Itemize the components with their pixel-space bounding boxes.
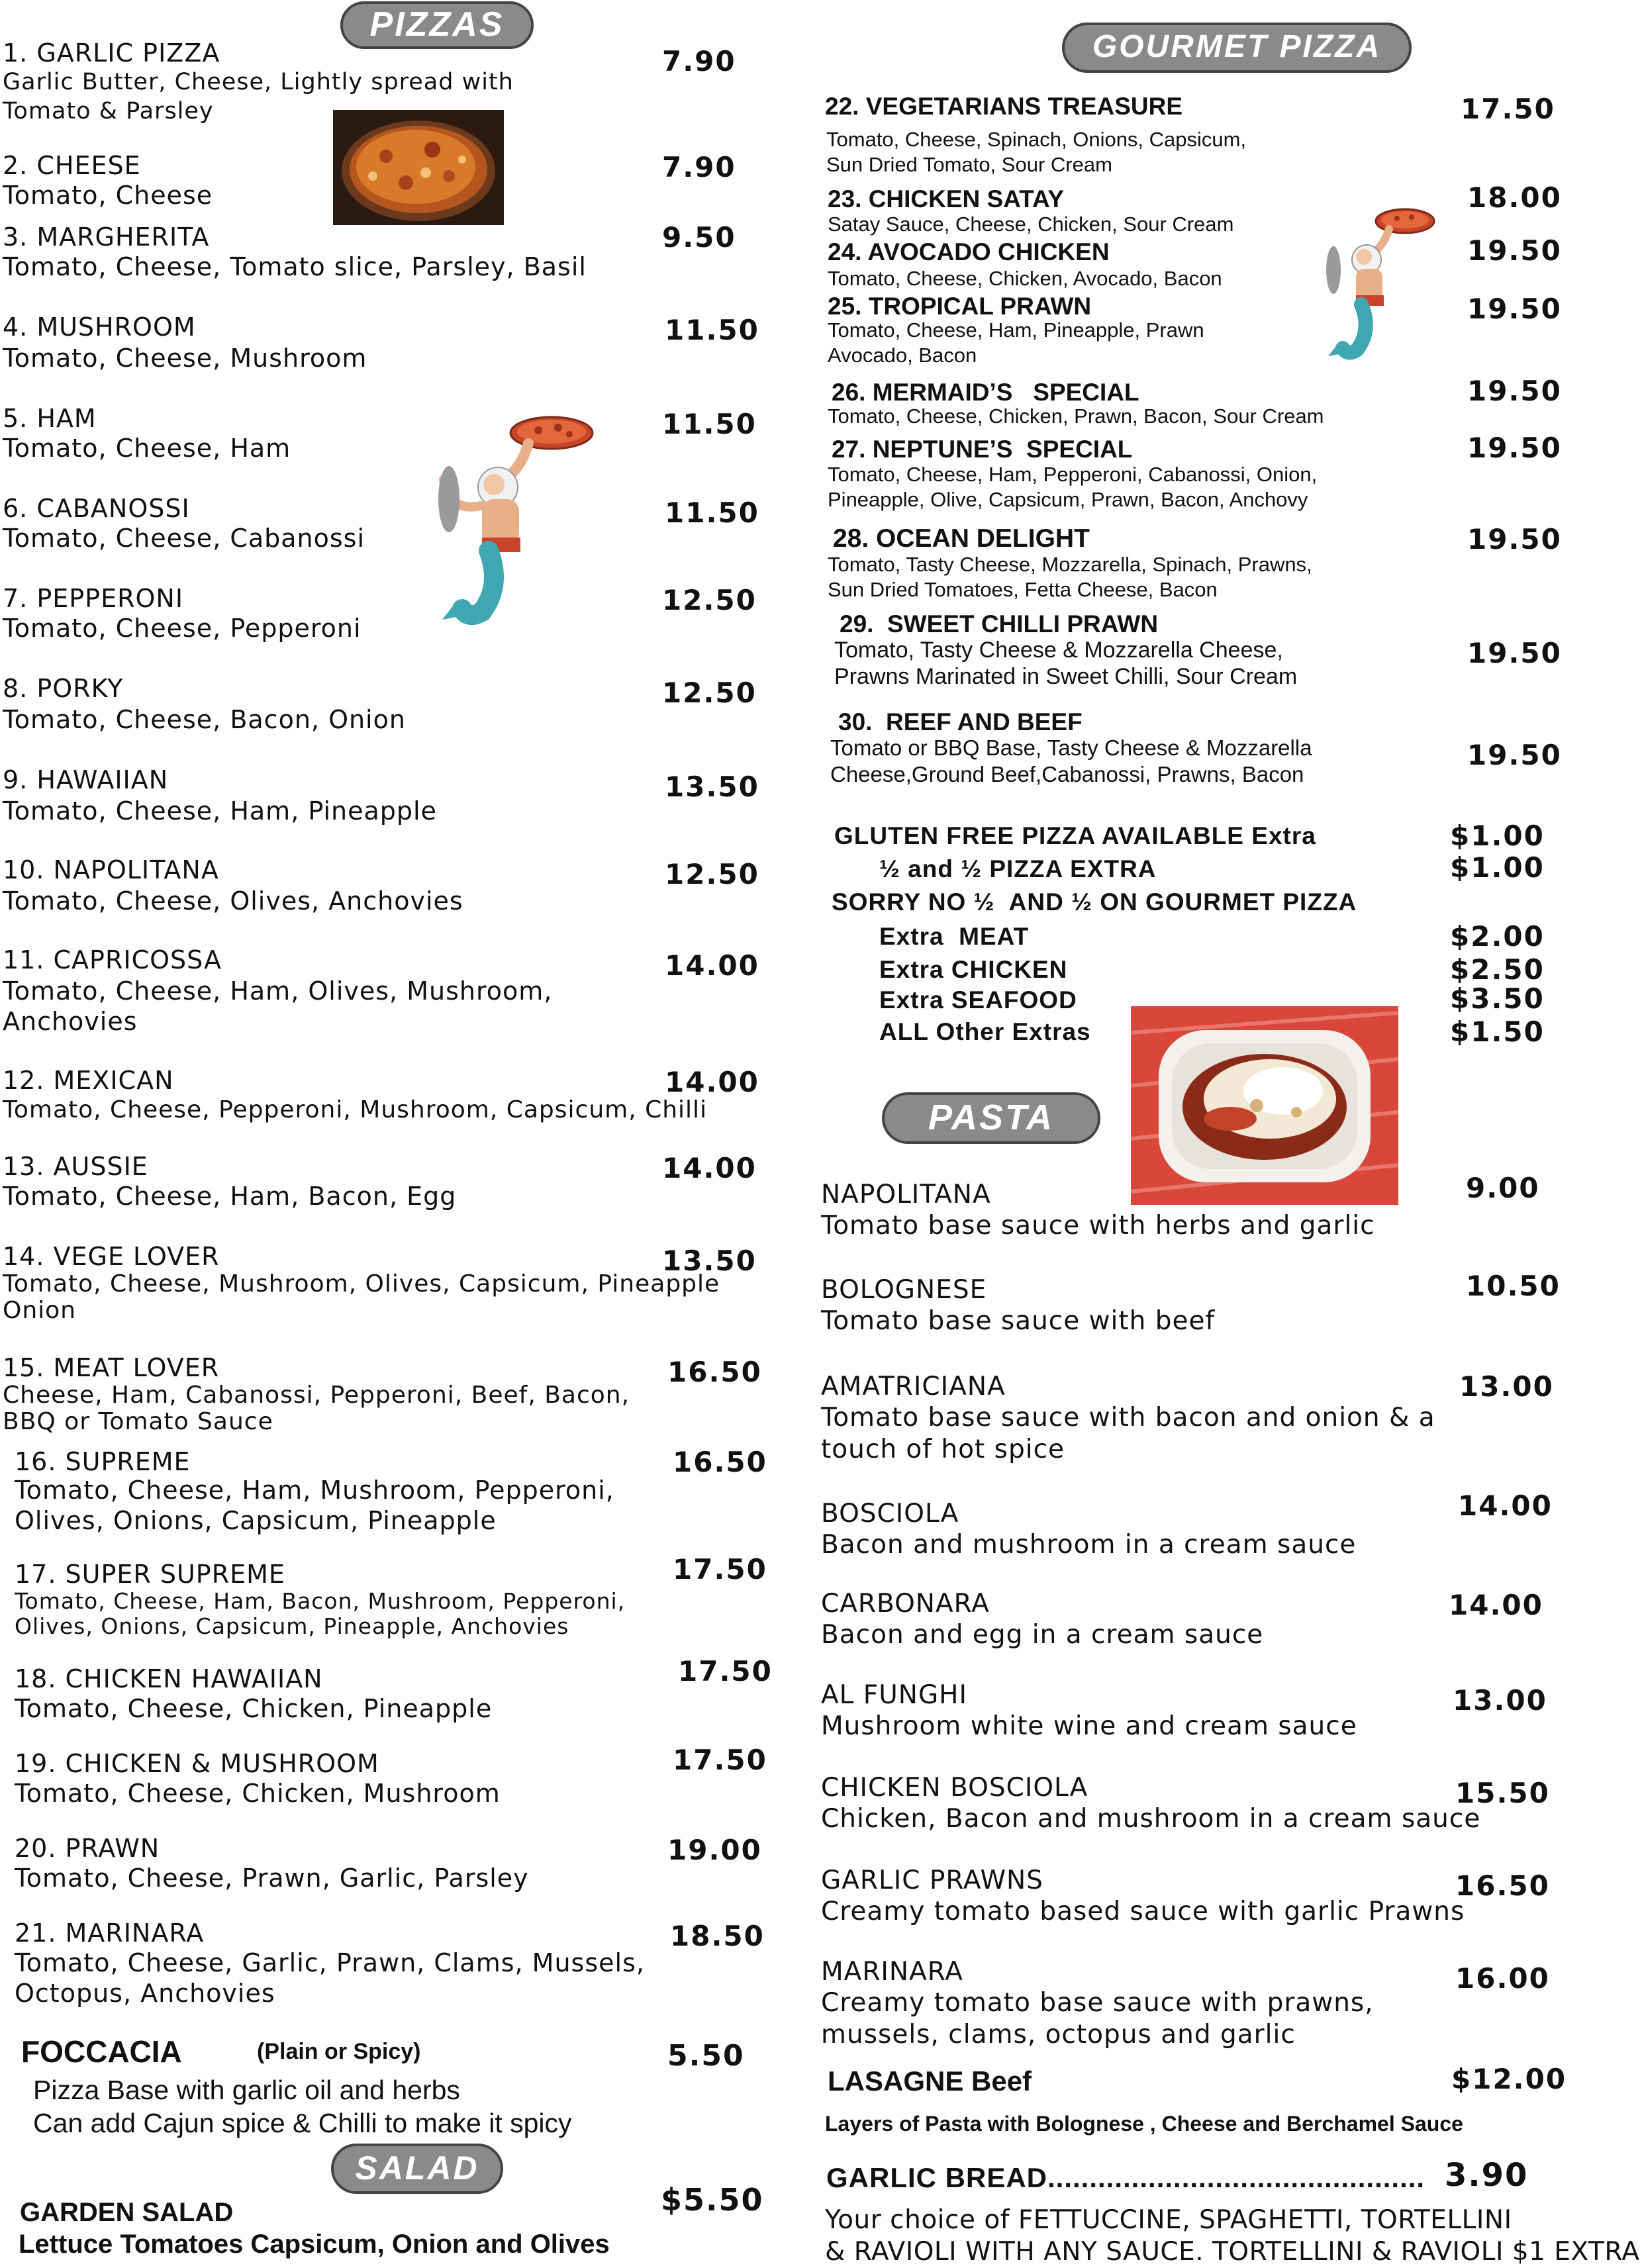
- pizza-4-price: 11.50: [665, 314, 759, 346]
- pasta-al-funghi-name: AL FUNGHI: [821, 1680, 968, 1710]
- extra-meat-label: Extra MEAT: [879, 923, 1030, 950]
- garlic-bread-title: GARLIC BREAD.............................................: [826, 2162, 1425, 2193]
- pasta-amatriciana-desc: Tomato base sauce with bacon and onion & a touch of hot spice: [821, 1403, 1435, 1464]
- extra-no-half-gourmet-label: SORRY NO ½ AND ½ ON GOURMET PIZZA: [832, 888, 1357, 916]
- gourmet-24-name: 24. AVOCADO CHICKEN: [828, 238, 1110, 265]
- extra-chicken-label: Extra CHICKEN: [879, 956, 1068, 983]
- pizza-2-name: 2. CHEESE: [3, 151, 141, 180]
- garden-salad-desc: Lettuce Tomatoes Capsicum, Onion and Olives: [19, 2230, 610, 2259]
- pizza-13-desc: Tomato, Cheese, Ham, Bacon, Egg: [3, 1182, 457, 1211]
- pizza-5-desc: Tomato, Cheese, Ham: [3, 434, 291, 463]
- gourmet-27-name: 27. NEPTUNE’S SPECIAL: [832, 436, 1133, 463]
- extra-half-half-label: ½ and ½ PIZZA EXTRA: [879, 855, 1157, 882]
- pizza-18-price: 17.50: [678, 1655, 773, 1687]
- pizza-4-desc: Tomato, Cheese, Mushroom: [3, 344, 367, 373]
- pizza-21-price: 18.50: [670, 1920, 765, 1952]
- pizza-11-desc: Tomato, Cheese, Ham, Olives, Mushroom, Anchovies: [3, 976, 553, 1036]
- foccacia-note: (Plain or Spicy): [257, 2039, 421, 2064]
- lasagne-price: $12.00: [1451, 2063, 1567, 2095]
- gourmet-22-name: 22. VEGETARIANS TREASURE: [825, 93, 1183, 120]
- pizza-12-desc: Tomato, Cheese, Pepperoni, Mushroom, Capsicum, Chilli: [3, 1096, 708, 1123]
- gourmet-23-price: 18.00: [1467, 181, 1562, 214]
- gourmet-25-price: 19.50: [1467, 293, 1562, 325]
- pasta-napolitana-price: 9.00: [1466, 1172, 1540, 1204]
- pizza-9-desc: Tomato, Cheese, Ham, Pineapple: [3, 796, 437, 826]
- pizza-8-price: 12.50: [662, 677, 757, 709]
- gourmet-28-name: 28. OCEAN DELIGHT: [833, 524, 1090, 553]
- pasta-carbonara-price: 14.00: [1449, 1589, 1543, 1621]
- pizza-20-name: 20. PRAWN: [15, 1834, 160, 1863]
- pasta-garlic-prawns-name: GARLIC PRAWNS: [821, 1866, 1043, 1895]
- pizza-9-name: 9. HAWAIIAN: [3, 765, 169, 794]
- extra-gluten-free-label: GLUTEN FREE PIZZA AVAILABLE Extra: [834, 822, 1316, 849]
- lasagne-title: LASAGNE Beef: [828, 2065, 1032, 2097]
- pizza-14-price: 13.50: [662, 1245, 757, 1277]
- pizza-11-name: 11. CAPRICOSSA: [3, 945, 222, 974]
- pizza-1-desc: Garlic Butter, Cheese, Lightly spread with Tomato & Parsley: [3, 69, 514, 124]
- pizza-16-price: 16.50: [673, 1446, 767, 1478]
- pizza-7-price: 12.50: [662, 584, 757, 616]
- gourmet-30-name: 30. REEF AND BEEF: [838, 708, 1083, 735]
- pizza-20-price: 19.00: [667, 1834, 762, 1866]
- gourmet-22-desc: Tomato, Cheese, Spinach, Onions, Capsicum, Sun Dried Tomato, Sour Cream: [826, 128, 1247, 176]
- gourmet-29-price: 19.50: [1467, 637, 1562, 669]
- gourmet-23-name: 23. CHICKEN SATAY: [828, 185, 1065, 213]
- pasta-al-funghi-desc: Mushroom white wine and cream sauce: [821, 1711, 1357, 1741]
- pizza-12-name: 12. MEXICAN: [3, 1066, 174, 1095]
- pizza-3-price: 9.50: [662, 221, 736, 254]
- gourmet-26-desc: Tomato, Cheese, Chicken, Prawn, Bacon, Sour Cream: [828, 404, 1324, 428]
- pasta-amatriciana-name: AMATRICIANA: [821, 1372, 1006, 1401]
- gourmet-26-name: 26. MERMAID’S SPECIAL: [832, 379, 1139, 406]
- pasta-chicken-bosciola-desc: Chicken, Bacon and mushroom in a cream sauce: [821, 1804, 1481, 1834]
- pizza-16-desc: Tomato, Cheese, Ham, Mushroom, Pepperoni, Olives, Onions, Capsicum, Pineapple: [15, 1476, 614, 1535]
- gourmet-30-desc: Tomato or BBQ Base, Tasty Cheese & Mozzarella Cheese,Ground Beef,Cabanossi, Prawns, Bacon: [830, 735, 1312, 786]
- extra-other-price: $1.50: [1450, 1016, 1545, 1048]
- gourmet-27-price: 19.50: [1467, 432, 1562, 464]
- lasagne-desc: Layers of Pasta with Bolognese , Cheese and Berchamel Sauce: [825, 2112, 1463, 2136]
- pasta-bolognese-desc: Tomato base sauce with beef: [821, 1306, 1216, 1336]
- pizza-8-name: 8. PORKY: [3, 674, 124, 703]
- gourmet-25-name: 25. TROPICAL PRAWN: [828, 293, 1092, 320]
- pizza-21-desc: Tomato, Cheese, Garlic, Prawn, Clams, Mussels, Octopus, Anchovies: [15, 1948, 645, 2008]
- gourmet-24-price: 19.50: [1467, 234, 1562, 267]
- extra-half-half-price: $1.00: [1450, 851, 1545, 884]
- gourmet-22-price: 17.50: [1461, 93, 1555, 125]
- pizza-9-price: 13.50: [665, 771, 759, 803]
- pizza-6-desc: Tomato, Cheese, Cabanossi: [3, 524, 365, 553]
- pizza-3-name: 3. MARGHERITA: [3, 222, 210, 252]
- pizzas-header: PIZZAS: [340, 1, 534, 49]
- extra-chicken-price: $2.50: [1450, 953, 1545, 986]
- pasta-garlic-prawns-desc: Creamy tomato based sauce with garlic Prawns: [821, 1897, 1465, 1926]
- pizza-13-price: 14.00: [662, 1152, 757, 1184]
- pasta-header: PASTA: [882, 1092, 1100, 1144]
- pasta-bosciola-price: 14.00: [1458, 1489, 1553, 1522]
- pizza-15-price: 16.50: [667, 1356, 762, 1388]
- pizza-18-name: 18. CHICKEN HAWAIIAN: [15, 1664, 323, 1693]
- pasta-marinara-price: 16.00: [1455, 1962, 1550, 1995]
- pizza-10-name: 10. NAPOLITANA: [3, 855, 219, 884]
- pizza-19-price: 17.50: [673, 1744, 767, 1776]
- pasta-marinara-desc: Creamy tomato base sauce with prawns, mussels, clams, octopus and garlic: [821, 1988, 1374, 2050]
- foccacia-title: FOCCACIA: [21, 2034, 182, 2069]
- gourmet-28-desc: Tomato, Tasty Cheese, Mozzarella, Spinach, Prawns, Sun Dried Tomatoes, Fetta Cheese, Bacon: [828, 553, 1312, 601]
- pasta-marinara-name: MARINARA: [821, 1957, 963, 1987]
- salad-header: SALAD: [331, 2144, 503, 2194]
- gourmet-24-desc: Tomato, Cheese, Chicken, Avocado, Bacon: [828, 267, 1222, 290]
- gourmet-pizza-header: GOURMET PIZZA: [1062, 23, 1412, 73]
- gourmet-26-price: 19.50: [1467, 375, 1562, 407]
- gourmet-29-desc: Tomato, Tasty Cheese & Mozzarella Cheese, Prawns Marinated in Sweet Chilli, Sour Cream: [834, 638, 1298, 689]
- pasta-bosciola-desc: Bacon and mushroom in a cream sauce: [821, 1530, 1357, 1560]
- extra-meat-price: $2.00: [1450, 920, 1545, 953]
- neptune-mascot-small-icon: [1319, 204, 1438, 360]
- neptune-mascot-icon: [429, 413, 599, 625]
- pizza-18-desc: Tomato, Cheese, Chicken, Pineapple: [15, 1694, 493, 1723]
- foccacia-price: 5.50: [667, 2039, 745, 2073]
- gourmet-28-price: 19.50: [1467, 523, 1562, 555]
- garden-salad-price: $5.50: [661, 2182, 764, 2218]
- pizza-15-desc: Cheese, Ham, Cabanossi, Pepperoni, Beef, Bacon, BBQ or Tomato Sauce: [3, 1382, 630, 1435]
- pizza-10-price: 12.50: [665, 858, 759, 890]
- pasta-bolognese-name: BOLOGNESE: [821, 1275, 987, 1305]
- pizza-3-desc: Tomato, Cheese, Tomato slice, Parsley, Basil: [3, 252, 587, 281]
- garlic-bread-price: 3.90: [1445, 2157, 1529, 2194]
- pizza-14-desc: Tomato, Cheese, Mushroom, Olives, Capsicum, Pineapple Onion: [3, 1270, 720, 1324]
- pizza-11-price: 14.00: [665, 949, 759, 982]
- gourmet-29-name: 29. SWEET CHILLI PRAWN: [840, 610, 1159, 638]
- pizza-2-desc: Tomato, Cheese: [3, 181, 213, 210]
- pasta-garlic-prawns-price: 16.50: [1455, 1869, 1550, 1902]
- pizza-1-price: 7.90: [662, 45, 736, 77]
- pasta-napolitana-desc: Tomato base sauce with herbs and garlic: [821, 1211, 1375, 1241]
- pizza-2-price: 7.90: [662, 151, 736, 183]
- pasta-bosciola-name: BOSCIOLA: [821, 1499, 959, 1529]
- pasta-chicken-bosciola-name: CHICKEN BOSCIOLA: [821, 1773, 1088, 1803]
- extra-seafood-price: $3.50: [1450, 982, 1545, 1015]
- pizza-14-name: 14. VEGE LOVER: [3, 1242, 220, 1271]
- pasta-chicken-bosciola-price: 15.50: [1455, 1777, 1550, 1809]
- pasta-carbonara-name: CARBONARA: [821, 1589, 990, 1619]
- pizza-4-name: 4. MUSHROOM: [3, 312, 196, 342]
- pizza-20-desc: Tomato, Cheese, Prawn, Garlic, Parsley: [15, 1864, 529, 1893]
- pasta-amatriciana-price: 13.00: [1459, 1370, 1554, 1403]
- gourmet-27-desc: Tomato, Cheese, Ham, Pepperoni, Cabanossi, Onion, Pineapple, Olive, Capsicum, Prawn, Bacon, Anchovy: [828, 463, 1318, 511]
- pizza-15-name: 15. MEAT LOVER: [3, 1353, 220, 1382]
- pizza-16-name: 16. SUPREME: [15, 1447, 191, 1476]
- pizza-17-name: 17. SUPER SUPREME: [15, 1560, 285, 1589]
- pizza-6-price: 11.50: [665, 496, 759, 529]
- pizza-6-name: 6. CABANOSSI: [3, 494, 190, 523]
- pasta-napolitana-name: NAPOLITANA: [821, 1180, 991, 1209]
- pizza-13-name: 13. AUSSIE: [3, 1152, 148, 1181]
- pizza-7-desc: Tomato, Cheese, Pepperoni: [3, 614, 362, 643]
- pizza-21-name: 21. MARINARA: [15, 1918, 205, 1948]
- gourmet-30-price: 19.50: [1467, 739, 1562, 771]
- pizza-5-name: 5. HAM: [3, 404, 97, 433]
- extra-gluten-free-price: $1.00: [1450, 820, 1545, 852]
- pizza-7-name: 7. PEPPERONI: [3, 584, 184, 613]
- gourmet-25-desc: Tomato, Cheese, Ham, Pineapple, Prawn Avocado, Bacon: [828, 318, 1204, 367]
- extra-other-label: ALL Other Extras: [879, 1018, 1091, 1045]
- pizza-10-desc: Tomato, Cheese, Olives, Anchovies: [3, 886, 463, 916]
- lasagne-photo: [1131, 1006, 1398, 1205]
- pasta-carbonara-desc: Bacon and egg in a cream sauce: [821, 1620, 1264, 1650]
- extra-seafood-label: Extra SEAFOOD: [879, 986, 1077, 1014]
- foccacia-desc: Pizza Base with garlic oil and herbs Can add Cajun spice & Chilli to make it spicy: [33, 2075, 572, 2138]
- pizza-19-desc: Tomato, Cheese, Chicken, Mushroom: [15, 1779, 501, 1808]
- pizza-5-price: 11.50: [662, 408, 757, 440]
- garlic-pizza-photo: [333, 110, 504, 225]
- pizza-17-desc: Tomato, Cheese, Ham, Bacon, Mushroom, Pepperoni, Olives, Onions, Capsicum, Pineapple, Anchovies: [15, 1588, 626, 1639]
- pizza-1-name: 1. GARLIC PIZZA: [3, 38, 220, 68]
- pizza-19-name: 19. CHICKEN & MUSHROOM: [15, 1749, 379, 1778]
- pasta-choice-note: Your choice of FETTUCCINE, SPAGHETTI, TORTELLINI & RAVIOLI WITH ANY SAUCE. TORTELLINI & RAVIOLI $1 EXTRA: [825, 2205, 1640, 2267]
- pizza-8-desc: Tomato, Cheese, Bacon, Onion: [3, 705, 406, 734]
- pasta-al-funghi-price: 13.00: [1453, 1684, 1547, 1717]
- pizza-17-price: 17.50: [673, 1553, 767, 1585]
- pizza-12-price: 14.00: [665, 1066, 759, 1098]
- pasta-bolognese-price: 10.50: [1466, 1270, 1561, 1302]
- garden-salad-title: GARDEN SALAD: [20, 2198, 234, 2227]
- gourmet-23-desc: Satay Sauce, Cheese, Chicken, Sour Cream: [828, 213, 1234, 236]
